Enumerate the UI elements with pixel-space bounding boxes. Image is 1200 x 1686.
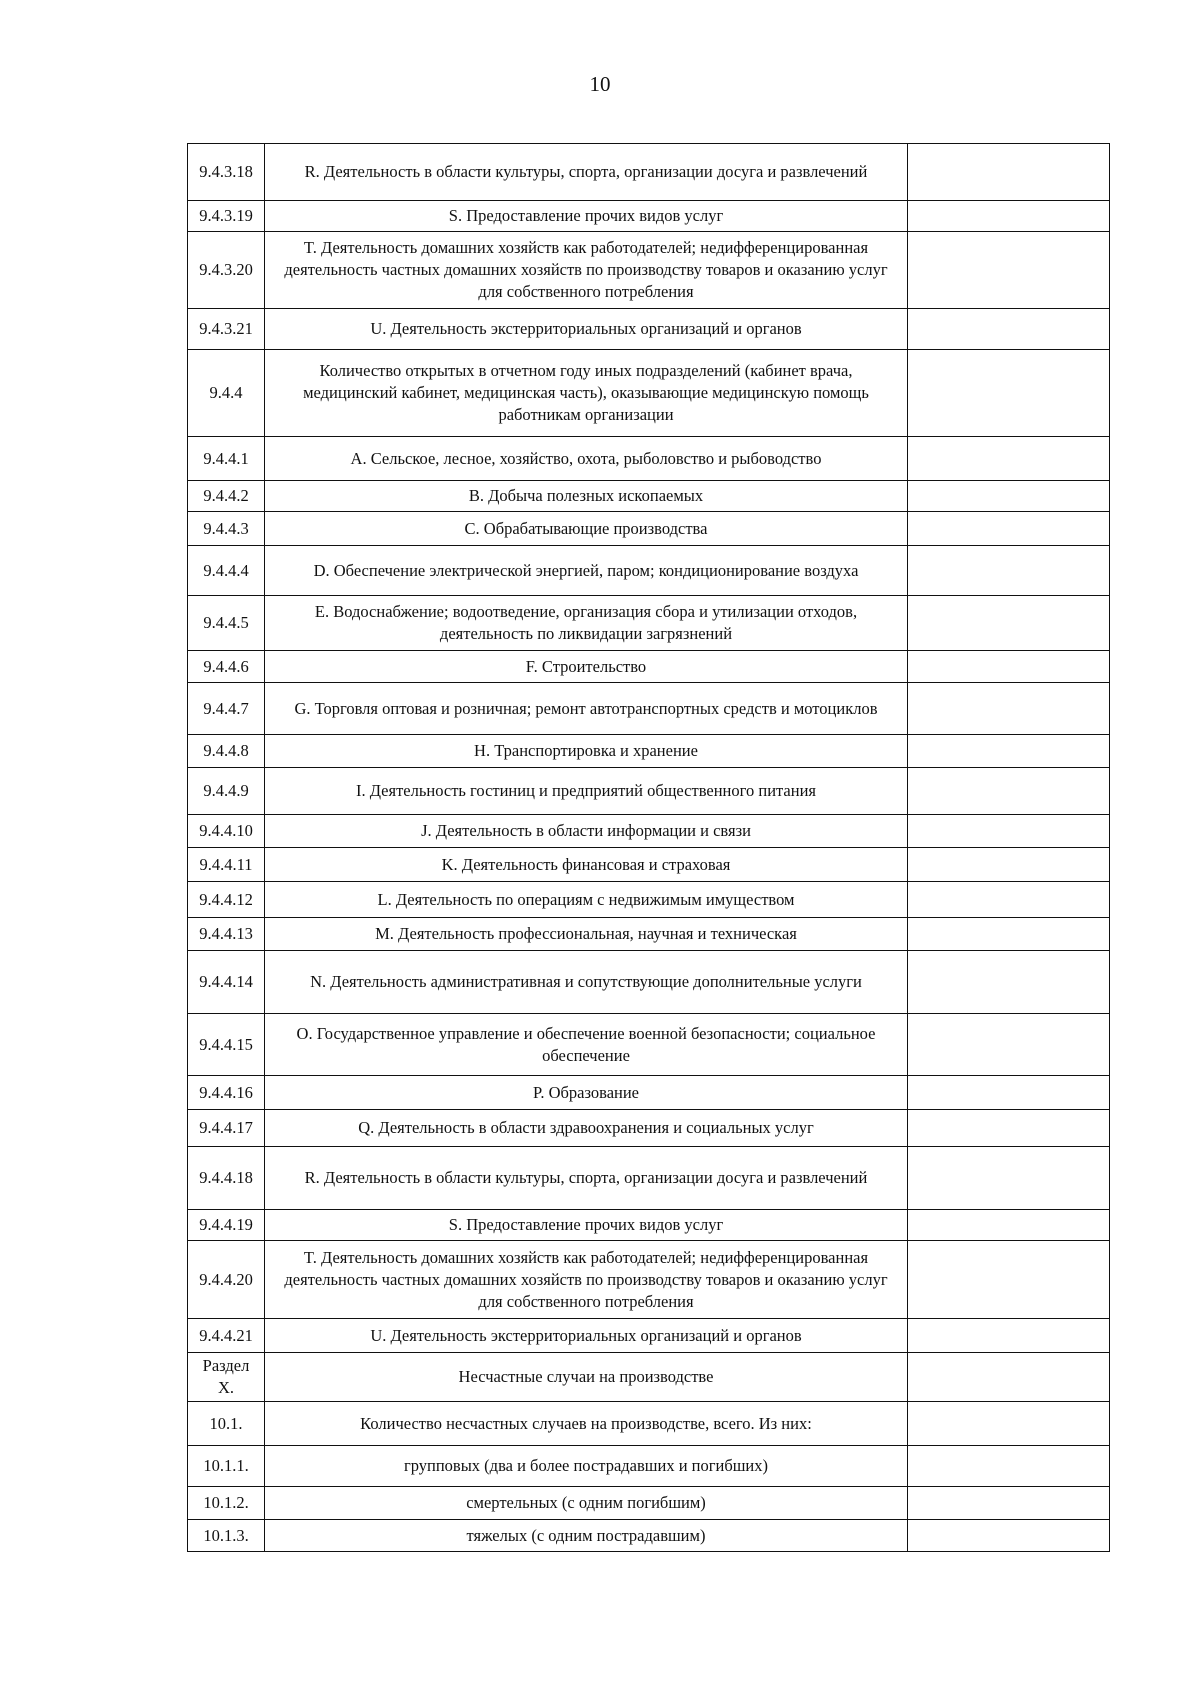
row-value-cell[interactable] (908, 350, 1110, 437)
table-row (188, 1319, 1110, 1353)
row-code: 9.4.4.4 (188, 546, 265, 596)
row-value-cell[interactable] (908, 735, 1110, 768)
row-value-cell[interactable] (908, 546, 1110, 596)
row-description: U. Деятельность экстерриториальных организаций и органов (265, 309, 908, 350)
table-row (188, 1402, 1110, 1446)
table-row (188, 848, 1110, 882)
table-row (188, 309, 1110, 350)
page-number: 10 (589, 72, 611, 96)
table-body (188, 144, 1110, 1552)
row-description: N. Деятельность административная и сопутствующие дополнительные услуги (265, 951, 908, 1014)
row-description: M. Деятельность профессиональная, научная и техническая (265, 918, 908, 951)
table-row (188, 1241, 1110, 1319)
row-description: K. Деятельность финансовая и страховая (265, 848, 908, 882)
row-description: A. Сельское, лесное, хозяйство, охота, рыболовство и рыбоводство (265, 437, 908, 481)
table-row (188, 350, 1110, 437)
row-code: 9.4.4.12 (188, 882, 265, 918)
row-description: R. Деятельность в области культуры, спорта, организации досуга и развлечений (265, 1147, 908, 1210)
row-description: C. Обрабатывающие производства (265, 512, 908, 546)
table-row (188, 144, 1110, 201)
row-description: R. Деятельность в области культуры, спорта, организации досуга и развлечений (265, 144, 908, 201)
row-value-cell[interactable] (908, 1241, 1110, 1319)
row-value-cell[interactable] (908, 596, 1110, 651)
row-value-cell[interactable] (908, 1076, 1110, 1110)
row-description: F. Строительство (265, 651, 908, 683)
table-row (188, 1014, 1110, 1076)
table-row (188, 918, 1110, 951)
row-code: 9.4.3.18 (188, 144, 265, 201)
row-code: 9.4.4.7 (188, 683, 265, 735)
table-row (188, 1076, 1110, 1110)
row-description: смертельных (с одним погибшим) (265, 1487, 908, 1520)
row-value-cell[interactable] (908, 512, 1110, 546)
row-value-cell[interactable] (908, 882, 1110, 918)
row-code: 9.4.4.13 (188, 918, 265, 951)
table-row (188, 815, 1110, 848)
row-description: I. Деятельность гостиниц и предприятий общественного питания (265, 768, 908, 815)
row-code: 9.4.4.8 (188, 735, 265, 768)
table-row (188, 1353, 1110, 1402)
row-code: 9.4.4.6 (188, 651, 265, 683)
row-description: T. Деятельность домашних хозяйств как работодателей; недифференцированная деятельность частных домашних хозяйств по производству товаров и оказанию услуг для собственного потребления (265, 1241, 908, 1319)
row-description: Количество открытых в отчетном году иных подразделений (кабинет врача, медицинский кабинет, медицинская часть), оказывающие медицинскую помощь работникам организации (265, 350, 908, 437)
table-row (188, 1520, 1110, 1552)
row-description: O. Государственное управление и обеспечение военной безопасности; социальное обеспечение (265, 1014, 908, 1076)
row-code: 9.4.4.14 (188, 951, 265, 1014)
row-value-cell[interactable] (908, 651, 1110, 683)
row-code: 9.4.4.20 (188, 1241, 265, 1319)
row-value-cell[interactable] (908, 1487, 1110, 1520)
row-value-cell[interactable] (908, 437, 1110, 481)
row-code: 9.4.4.15 (188, 1014, 265, 1076)
row-code: 9.4.3.19 (188, 201, 265, 232)
row-code: 10.1.2. (188, 1487, 265, 1520)
row-value-cell[interactable] (908, 768, 1110, 815)
row-description: L. Деятельность по операциям с недвижимым имуществом (265, 882, 908, 918)
row-code: 9.4.3.21 (188, 309, 265, 350)
row-value-cell[interactable] (908, 1147, 1110, 1210)
table-row (188, 437, 1110, 481)
row-code: 9.4.4.17 (188, 1110, 265, 1147)
table-row (188, 1446, 1110, 1487)
table-row (188, 1210, 1110, 1241)
table-row (188, 768, 1110, 815)
row-code: 9.4.3.20 (188, 232, 265, 309)
row-value-cell[interactable] (908, 232, 1110, 309)
row-value-cell[interactable] (908, 1353, 1110, 1402)
row-code: 9.4.4 (188, 350, 265, 437)
row-value-cell[interactable] (908, 1014, 1110, 1076)
row-code: 9.4.4.10 (188, 815, 265, 848)
row-value-cell[interactable] (908, 1520, 1110, 1552)
row-description: E. Водоснабжение; водоотведение, организация сбора и утилизации отходов, деятельность по ликвидации загрязнений (265, 596, 908, 651)
row-code: 9.4.4.3 (188, 512, 265, 546)
row-code: 9.4.4.21 (188, 1319, 265, 1353)
table-row (188, 1147, 1110, 1210)
table-row (188, 882, 1110, 918)
row-code: 10.1. (188, 1402, 265, 1446)
table-row (188, 683, 1110, 735)
row-description: S. Предоставление прочих видов услуг (265, 1210, 908, 1241)
row-description: U. Деятельность экстерриториальных организаций и органов (265, 1319, 908, 1353)
row-value-cell[interactable] (908, 1319, 1110, 1353)
table-row (188, 201, 1110, 232)
table-row (188, 512, 1110, 546)
row-value-cell[interactable] (908, 951, 1110, 1014)
row-description: Несчастные случаи на производстве (265, 1353, 908, 1402)
table-row (188, 651, 1110, 683)
row-description: Количество несчастных случаев на производстве, всего. Из них: (265, 1402, 908, 1446)
row-code: 9.4.4.2 (188, 481, 265, 512)
row-value-cell[interactable] (908, 144, 1110, 201)
row-code: Раздел X. (188, 1353, 265, 1402)
row-description: J. Деятельность в области информации и связи (265, 815, 908, 848)
row-value-cell[interactable] (908, 1210, 1110, 1241)
row-code: 9.4.4.1 (188, 437, 265, 481)
row-code: 9.4.4.18 (188, 1147, 265, 1210)
row-value-cell[interactable] (908, 1446, 1110, 1487)
row-code: 9.4.4.9 (188, 768, 265, 815)
form-table (187, 143, 1110, 1552)
row-code: 9.4.4.19 (188, 1210, 265, 1241)
table-row (188, 1487, 1110, 1520)
table-row (188, 951, 1110, 1014)
row-value-cell[interactable] (908, 201, 1110, 232)
row-description: групповых (два и более пострадавших и погибших) (265, 1446, 908, 1487)
row-value-cell[interactable] (908, 918, 1110, 951)
table-row (188, 1110, 1110, 1147)
row-code: 9.4.4.16 (188, 1076, 265, 1110)
row-description: H. Транспортировка и хранение (265, 735, 908, 768)
row-code: 10.1.3. (188, 1520, 265, 1552)
row-description: S. Предоставление прочих видов услуг (265, 201, 908, 232)
table-row (188, 481, 1110, 512)
row-code: 9.4.4.11 (188, 848, 265, 882)
row-value-cell[interactable] (908, 309, 1110, 350)
row-value-cell[interactable] (908, 481, 1110, 512)
table-row (188, 735, 1110, 768)
row-value-cell[interactable] (908, 848, 1110, 882)
row-description: B. Добыча полезных ископаемых (265, 481, 908, 512)
row-description: тяжелых (с одним пострадавшим) (265, 1520, 908, 1552)
table-row (188, 232, 1110, 309)
table-row (188, 596, 1110, 651)
row-description: P. Образование (265, 1076, 908, 1110)
row-description: G. Торговля оптовая и розничная; ремонт автотранспортных средств и мотоциклов (265, 683, 908, 735)
table-row (188, 546, 1110, 596)
row-value-cell[interactable] (908, 1402, 1110, 1446)
row-description: T. Деятельность домашних хозяйств как работодателей; недифференцированная деятельность частных домашних хозяйств по производству товаров и оказанию услуг для собственного потребления (265, 232, 908, 309)
row-value-cell[interactable] (908, 683, 1110, 735)
row-value-cell[interactable] (908, 1110, 1110, 1147)
row-description: Q. Деятельность в области здравоохранения и социальных услуг (265, 1110, 908, 1147)
row-value-cell[interactable] (908, 815, 1110, 848)
row-description: D. Обеспечение электрической энергией, паром; кондиционирование воздуха (265, 546, 908, 596)
row-code: 9.4.4.5 (188, 596, 265, 651)
row-code: 10.1.1. (188, 1446, 265, 1487)
